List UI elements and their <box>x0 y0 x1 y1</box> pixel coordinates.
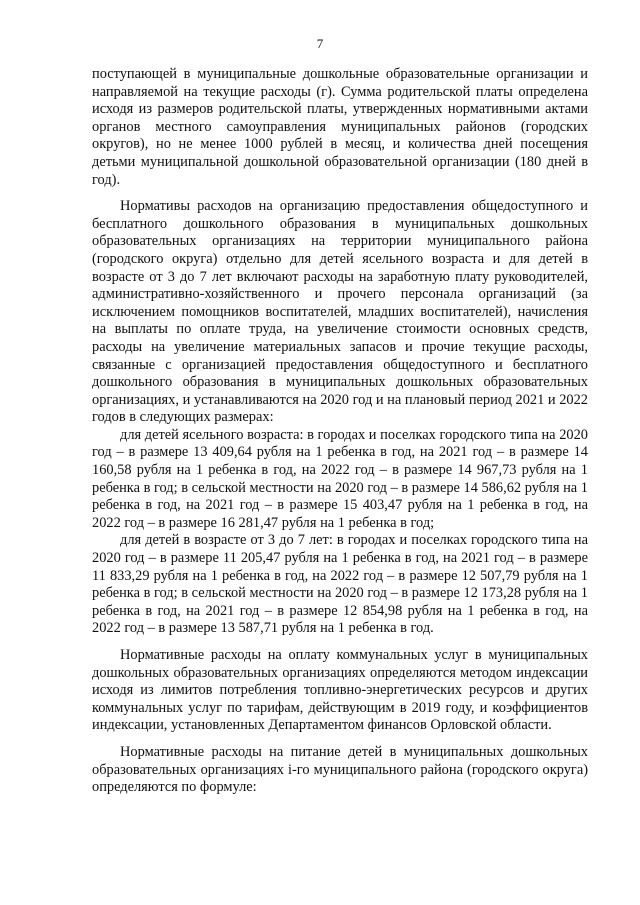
paragraph-age-3-7-rates: для детей в возрасте от 3 до 7 лет: в городах и поселках городского типа на 2020 год – в размере 11 205,47 рубля на 1 ребенка в год, на 2021 год – в размере 11 833,29 рубля на 1 ребенка в год, на 2022 год – в размере 12 507,79 рубля на 1 ребенка в год; в сельской местности на 2020 год – в размере 12 173,28 рубля на 1 ребенка в год, на 2021 год – в размере 12 854,98 рубля на 1 ребенка в год, на 2022 год – в размере 13 587,71 рубля на 1 ребенка в год. <box>92 532 588 637</box>
paragraph-parental-fee: поступающей в муниципальные дошкольные образовательные организации и направляемой на текущие расходы (г). Сумма родительской платы определена исходя из размеров родительской платы, утвержденных нормативными актами органов местного самоуправления муниципальных районов (городских округов), но не менее 1000 рублей в месяц, и количества дней посещения детьми муниципальной дошкольной образовательной организации (180 дней в год). <box>92 66 588 188</box>
paragraph-expense-standards: Нормативы расходов на организацию предоставления общедоступного и бесплатного дошкольного образования в муниципальных дошкольных образовательных организациях на территории муниципального района (городского округа) отдельно для детей ясельного возраста и для детей в возрасте от 3 до 7 лет включают расходы на заработную плату руководителей, административно-хозяйственного и прочего персонала организаций (за исключением помощников воспитателей, младших воспитателей), начисления на выплаты по оплате труда, на увеличение стоимости основных средств, расходы на увеличение материальных запасов и прочие текущие расходы, связанные с организацией предоставления общедоступного и бесплатного дошкольного образования в муниципальных дошкольных образовательных организациях, и устанавливаются на 2020 год и на плановый период 2021 и 2022 годов в следующих размерах: <box>92 198 588 426</box>
paragraph-nutrition-formula: Нормативные расходы на питание детей в муниципальных дошкольных образовательных организациях i-го муниципального района (городского округа) определяются по формуле: <box>92 743 588 796</box>
paragraph-nursery-age-rates: для детей ясельного возраста: в городах и поселках городского типа на 2020 год – в размере 13 409,64 рубля на 1 ребенка в год, на 2021 год – в размере 14 160,58 рубля на 1 ребенка в год, на 2022 год – в размере 14 967,73 рубля на 1 ребенка в год; в сельской местности на 2020 год – в размере 14 586,62 рубля на 1 ребенка в год, на 2021 год – в размере 15 403,47 рубля на 1 ребенка в год, на 2022 год – в размере 16 281,47 рубля на 1 ребенка в год; <box>92 426 588 531</box>
paragraph-utilities: Нормативные расходы на оплату коммунальных услуг в муниципальных дошкольных образовательных организациях определяются методом индексации исходя из лимитов потребления топливно-энергетических ресурсов и других коммунальных услуг по тарифам, действующим в 2019 году, и коэффициентов индексации, установленных Департаментом финансов Орловской области. <box>92 647 588 734</box>
page-number: 7 <box>316 36 324 51</box>
